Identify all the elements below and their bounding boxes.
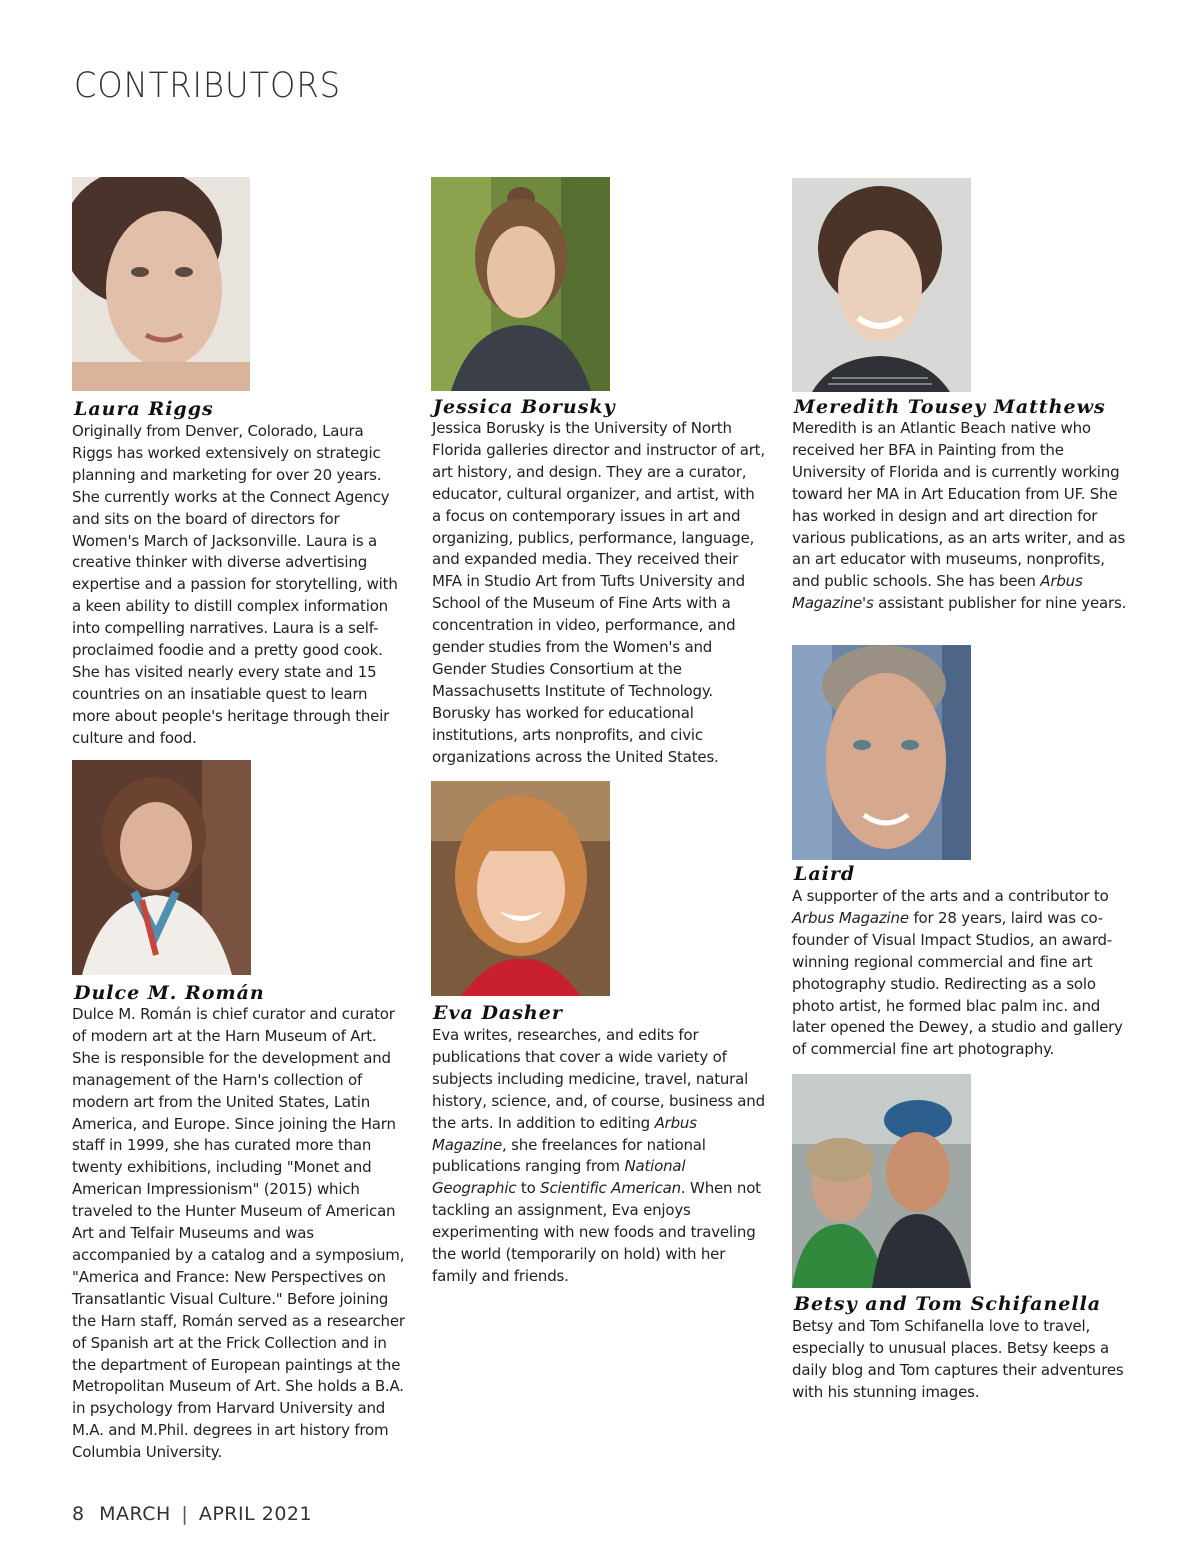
contributor-name: Dulce M. Román — [74, 982, 265, 1004]
contributor-bio: Dulce M. Román is chief curator and curator of modern art at the Harn Museum of Art. She is responsible for the development and management of the Harn's collection of modern art from the United States, Latin America, and Europe. Since joining the Harn staff in 1999, she has curated more than twenty exhibitions, including "Monet and American Impressionism" (2015) which traveled to the Hunter Museum of American Art and Telfair Museums and was accompanied by a catalog and a symposium, "America and France: New Perspectives on Transatlantic Visual Culture." Before joining the Harn staff, Román served as a researcher of Spanish art at the Frick Collection and in the department of European paintings at the Metropolitan Museum of Art. She holds a B.A. in psychology from Harvard University and M.A. and M.Phil. degrees in art history from Columbia University. — [72, 1005, 405, 1462]
page-footer — [72, 1503, 312, 1525]
contributor-bio: Betsy and Tom Schifanella love to travel, especially to unusual places. Betsy keeps a daily blog and Tom captures their adventures with his stunning images. — [792, 1317, 1124, 1401]
contributor-name: Betsy and Tom Schifanella — [794, 1293, 1102, 1315]
contributor-bio: Jessica Borusky is the University of North Florida galleries director and instructor of art, art history, and design. They are a curator, educator, cultural organizer, and artist, with a focus on contemporary issues in art and organizing, publics, performance, language, and expanded media. They received their MFA in Studio Art from Tufts University and School of the Museum of Fine Arts with a concentration in video, performance, and gender studies from the Women's and Gender Studies Consortium at the Massachusetts Institute of Technology. Borusky has worked for educational institutions, arts nonprofits, and civic organizations across the United States. — [432, 419, 765, 766]
contributor-bio: Eva writes, researches, and edits for publications that cover a wide variety of subjects including medicine, travel, natural history, science, and, of course, business and the arts. In addition to editing Arbus Magazine, she freelances for national publications ranging from National Geographic to Scientific American. When not tackling an assignment, Eva enjoys experimenting with new foods and traveling the world (temporarily on hold) with her family and friends. — [432, 1026, 765, 1285]
contributor-name: Eva Dasher — [433, 1002, 563, 1024]
eva-dasher-photo — [431, 781, 610, 996]
meredith-matthews-photo — [792, 178, 971, 392]
laird-photo — [792, 645, 971, 860]
page-title: CONTRIBUTORS — [74, 66, 341, 106]
laura-riggs-photo — [72, 177, 250, 391]
jessica-borusky-photo — [431, 177, 610, 391]
issue-month-start: MARCH — [99, 1503, 171, 1525]
schifanella-photo — [792, 1074, 971, 1288]
page-number: 8 — [72, 1503, 85, 1525]
contributor-name: Jessica Borusky — [433, 396, 616, 418]
contributor-name: Laura Riggs — [74, 398, 214, 420]
contributor-bio: Meredith is an Atlantic Beach native who received her BFA in Painting from the University of Florida and is currently working toward her MA in Art Education from UF. She has worked in design and art direction for various publications, as an arts writer, and as an art educator with museums, nonprofits, and public schools. She has been Arbus Magazine's assistant publisher for nine years. — [792, 419, 1127, 613]
issue-month-end: APRIL 2021 — [198, 1503, 313, 1525]
footer-separator: | — [181, 1503, 189, 1525]
contributor-name: Laird — [794, 863, 856, 885]
contributor-bio: Originally from Denver, Colorado, Laura Riggs has worked extensively on strategic planning and marketing for over 20 years. She currently works at the Connect Agency and sits on the board of directors for Women's March of Jacksonville. Laura is a creative thinker with diverse advertising expertise and a passion for storytelling, with a keen ability to distill complex information into compelling narratives. Laura is a self-proclaimed foodie and a pretty good cook. She has visited nearly every state and 15 countries on an insatiable quest to learn more about people's heritage through their culture and food. — [72, 422, 398, 747]
contributor-bio: A supporter of the arts and a contributor to Arbus Magazine for 28 years, laird was co-founder of Visual Impact Studios, an award-winning regional commercial and fine art photography studio. Redirecting as a solo photo artist, he formed blac palm inc. and later opened the Dewey, a studio and gallery of commercial fine art photography. — [792, 887, 1123, 1059]
contributor-name: Meredith Tousey Matthews — [794, 396, 1106, 418]
dulce-roman-photo — [72, 760, 251, 975]
